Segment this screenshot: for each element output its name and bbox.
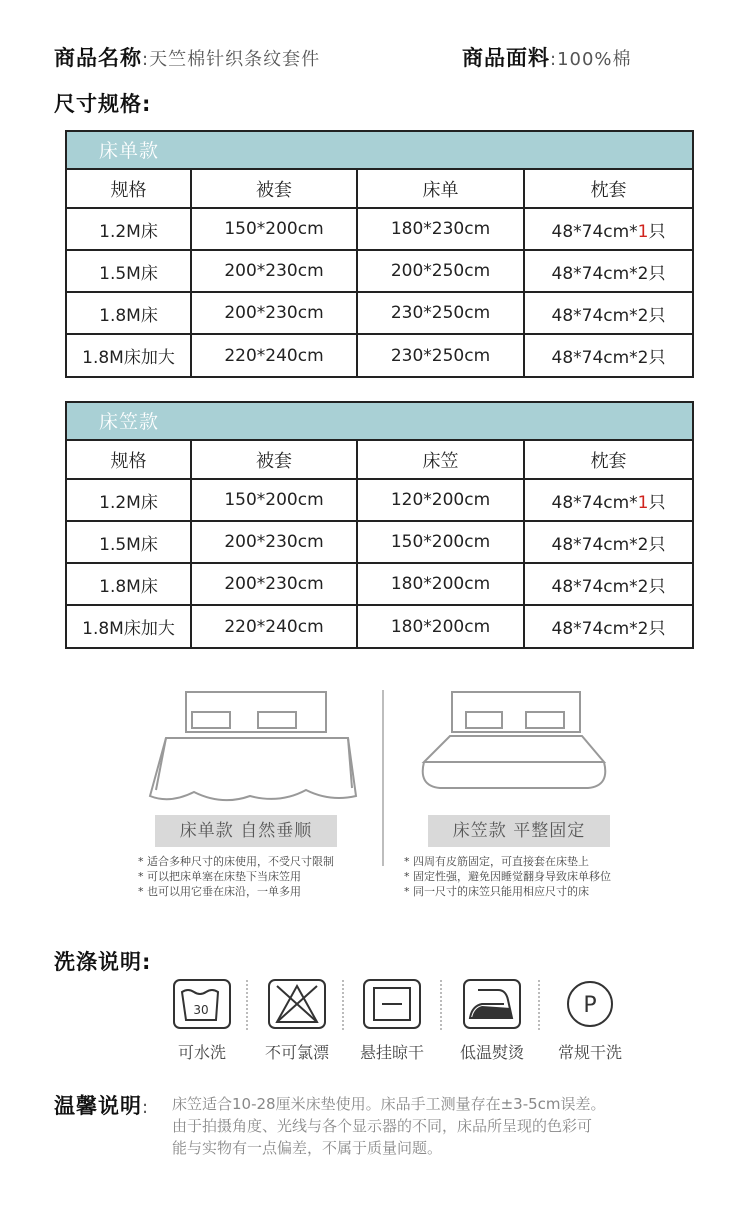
note-line: * 固定性强，避免因睡觉翻身导致床单移位 <box>404 870 611 883</box>
table-cell: 200*230cm <box>191 563 357 605</box>
table-cell: 200*230cm <box>191 292 357 334</box>
table-cell: 150*200cm <box>191 208 357 250</box>
tip-line: 由于拍摄角度、光线与各个显示器的不同，床品所呈现的色彩可 <box>172 1117 593 1135</box>
icon-separator <box>440 980 442 1030</box>
product-name-value: 天竺棉针织条纹套件 <box>149 49 321 70</box>
hang-dry-label: 悬挂晾干 <box>359 1043 424 1062</box>
col-header: 枕套 <box>524 170 692 208</box>
table-row <box>67 250 692 292</box>
fabric-row <box>462 42 632 72</box>
table-cell: 48*74cm*2只 <box>524 521 692 563</box>
table-cell: 48*74cm*2只 <box>524 605 692 647</box>
note-line: * 可以把床单塞在床垫下当床笠用 <box>138 870 301 883</box>
table-row <box>67 292 692 334</box>
tip-line: 能与实物有一点偏差，不属于质量问题。 <box>172 1139 443 1157</box>
table-row <box>67 208 692 250</box>
fitted-size-table <box>65 401 694 649</box>
table-cell: 48*74cm*2只 <box>524 563 692 605</box>
table-cell: 48*74cm*2只 <box>524 292 692 334</box>
washing-title: 洗涤说明: <box>54 950 152 974</box>
wash-30-icon <box>170 978 234 1030</box>
sheet-size-table <box>65 130 694 378</box>
tip-line: 床笠适合10-28厘米床垫使用。床品手工测量存在±3-5cm误差。 <box>172 1095 606 1113</box>
svg-text:30: 30 <box>193 1003 209 1017</box>
product-name-colon: : <box>142 49 150 70</box>
product-name-label: 商品名称 <box>54 46 142 70</box>
flat-sheet-notes <box>138 854 334 899</box>
note-line: * 适合多种尺寸的床使用，不受尺寸限制 <box>138 855 334 868</box>
table-cell: 180*200cm <box>357 563 524 605</box>
cell-text: 48*74cm* <box>551 492 638 513</box>
col-header: 规格 <box>67 441 191 479</box>
table-cell: 48*74cm*2只 <box>524 334 692 376</box>
col-header: 被套 <box>191 441 357 479</box>
cell-text: 只 <box>648 492 666 513</box>
table-header-row <box>67 170 692 208</box>
table-cell: 1.5M床 <box>67 521 191 563</box>
low-iron-icon <box>460 978 524 1030</box>
table-cell: 200*230cm <box>191 250 357 292</box>
hang-dry-icon <box>360 978 424 1030</box>
size-spec-title: 尺寸规格: <box>54 92 152 116</box>
fitted-sheet-caption: 床笠款 平整固定 <box>428 815 610 847</box>
flat-sheet-bed-illustration <box>130 688 370 812</box>
table-cell: 1.2M床 <box>67 479 191 521</box>
table-cell: 220*240cm <box>191 605 357 647</box>
icon-separator <box>342 980 344 1030</box>
table-cell: 200*230cm <box>191 521 357 563</box>
table-cell: 230*250cm <box>357 334 524 376</box>
col-header: 枕套 <box>524 441 692 479</box>
tip-title <box>54 1090 149 1120</box>
table-cell: 180*200cm <box>357 605 524 647</box>
table-cell: 200*250cm <box>357 250 524 292</box>
table-cell: 1.8M床加大 <box>67 605 191 647</box>
fabric-colon: : <box>550 49 558 70</box>
no-bleach-label: 不可氯漂 <box>264 1043 329 1062</box>
tip-colon: : <box>142 1097 150 1118</box>
cell-text: 只 <box>648 221 666 242</box>
col-header: 床笠 <box>357 441 524 479</box>
table-cell <box>524 208 692 250</box>
col-header: 被套 <box>191 170 357 208</box>
dry-clean-label: 常规干洗 <box>557 1043 622 1062</box>
table-row <box>67 605 692 647</box>
tip-label: 温馨说明 <box>54 1094 142 1118</box>
flat-sheet-caption: 床单款 自然垂顺 <box>155 815 337 847</box>
sheet-table-title: 床单款 <box>67 132 692 170</box>
table-cell: 1.2M床 <box>67 208 191 250</box>
fitted-table-title: 床笠款 <box>67 403 692 441</box>
low-iron-label: 低温熨烫 <box>459 1043 524 1062</box>
table-cell: 220*240cm <box>191 334 357 376</box>
dry-clean-icon <box>558 978 622 1030</box>
cell-highlight: 1 <box>637 221 649 242</box>
table-cell: 180*230cm <box>357 208 524 250</box>
icon-separator <box>246 980 248 1030</box>
no-bleach-icon <box>265 978 329 1030</box>
cell-text: 48*74cm* <box>551 221 638 242</box>
table-cell: 1.8M床 <box>67 563 191 605</box>
note-line: * 四周有皮筋固定，可直接套在床垫上 <box>404 855 589 868</box>
compare-divider <box>382 690 384 866</box>
col-header: 规格 <box>67 170 191 208</box>
note-line: * 同一尺寸的床笠只能用相应尺寸的床 <box>404 885 589 898</box>
svg-text:P: P <box>583 993 597 1018</box>
fitted-sheet-notes <box>404 854 611 899</box>
wash-label: 可水洗 <box>177 1043 226 1062</box>
table-cell: 120*200cm <box>357 479 524 521</box>
table-cell: 1.8M床加大 <box>67 334 191 376</box>
table-cell: 230*250cm <box>357 292 524 334</box>
table-row <box>67 479 692 521</box>
fabric-label: 商品面料 <box>462 46 550 70</box>
col-header: 床单 <box>357 170 524 208</box>
product-name-row <box>54 42 320 72</box>
table-cell: 1.8M床 <box>67 292 191 334</box>
table-row <box>67 334 692 376</box>
table-row <box>67 563 692 605</box>
table-cell: 150*200cm <box>357 521 524 563</box>
table-cell: 1.5M床 <box>67 250 191 292</box>
fabric-value: 100%棉 <box>557 49 632 70</box>
table-cell: 150*200cm <box>191 479 357 521</box>
fitted-sheet-bed-illustration <box>410 688 620 798</box>
table-cell: 48*74cm*2只 <box>524 250 692 292</box>
table-row <box>67 521 692 563</box>
table-cell <box>524 479 692 521</box>
note-line: * 也可以用它垂在床沿，一单多用 <box>138 885 301 898</box>
icon-separator <box>538 980 540 1030</box>
tip-text <box>172 1093 692 1159</box>
cell-highlight: 1 <box>637 492 649 513</box>
table-header-row <box>67 441 692 479</box>
